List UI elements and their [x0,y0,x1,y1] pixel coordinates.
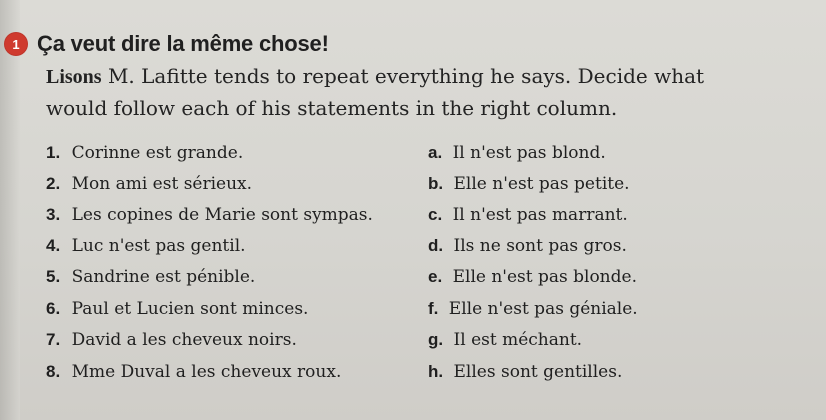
response-letter: g. [428,330,444,349]
response-text: Elle n'est pas géniale. [448,299,638,319]
statement-number: 3. [46,205,61,224]
statement-left [46,170,252,198]
response-right [428,358,622,386]
response-letter: a. [428,143,443,162]
statement-number: 1. [46,143,61,162]
response-letter: h. [428,362,444,381]
statement-text: Mme Duval a les cheveux roux. [71,362,342,382]
statement-left [46,295,308,323]
matching-row [46,295,686,323]
statement-text: Paul et Lucien sont minces. [71,299,309,319]
statement-left [46,358,341,386]
response-right [428,170,630,198]
exercise-number-badge: 1 [4,32,28,56]
statement-left [46,263,255,291]
instructions-text: M. Lafitte tends to repeat everything he says. Decide what would follow each of his statements in the right column. [46,64,705,120]
response-letter: d. [428,236,444,255]
statement-text: Mon ami est sérieux. [71,174,253,194]
statement-left [46,201,373,229]
matching-row [46,170,686,198]
exercise-instructions [46,61,726,124]
matching-row [46,232,686,260]
statement-number: 5. [46,267,61,286]
response-right [428,139,606,167]
statement-left [46,139,243,167]
statement-number: 7. [46,330,61,349]
response-text: Il est méchant. [453,330,583,350]
matching-row [46,139,686,167]
statement-text: David a les cheveux noirs. [71,330,297,350]
response-letter: b. [428,174,444,193]
matching-row [46,263,686,291]
statement-left [46,232,246,260]
response-text: Il n'est pas blond. [452,143,606,163]
response-text: Elle n'est pas blonde. [452,267,637,287]
statement-text: Luc n'est pas gentil. [71,236,246,256]
statement-left [46,326,297,354]
response-right [428,201,628,229]
response-right [428,232,627,260]
response-text: Elles sont gentilles. [453,362,623,382]
instructions-lead: Lisons [46,66,102,88]
exercise-title: Ça veut dire la même chose! [37,31,329,56]
statement-text: Corinne est grande. [71,143,244,163]
response-right [428,326,582,354]
response-right [428,295,638,323]
response-letter: f. [428,299,439,318]
response-text: Elle n'est pas petite. [453,174,630,194]
statement-text: Les copines de Marie sont sympas. [71,205,373,225]
response-right [428,263,637,291]
response-text: Ils ne sont pas gros. [453,236,627,256]
exercise-header [4,31,329,57]
statement-number: 4. [46,236,61,255]
statement-number: 6. [46,299,61,318]
matching-row [46,358,686,386]
statement-number: 2. [46,174,61,193]
statement-number: 8. [46,362,61,381]
response-letter: c. [428,205,443,224]
response-text: Il n'est pas marrant. [452,205,628,225]
matching-row [46,326,686,354]
statement-text: Sandrine est pénible. [71,267,256,287]
response-letter: e. [428,267,443,286]
matching-row [46,201,686,229]
